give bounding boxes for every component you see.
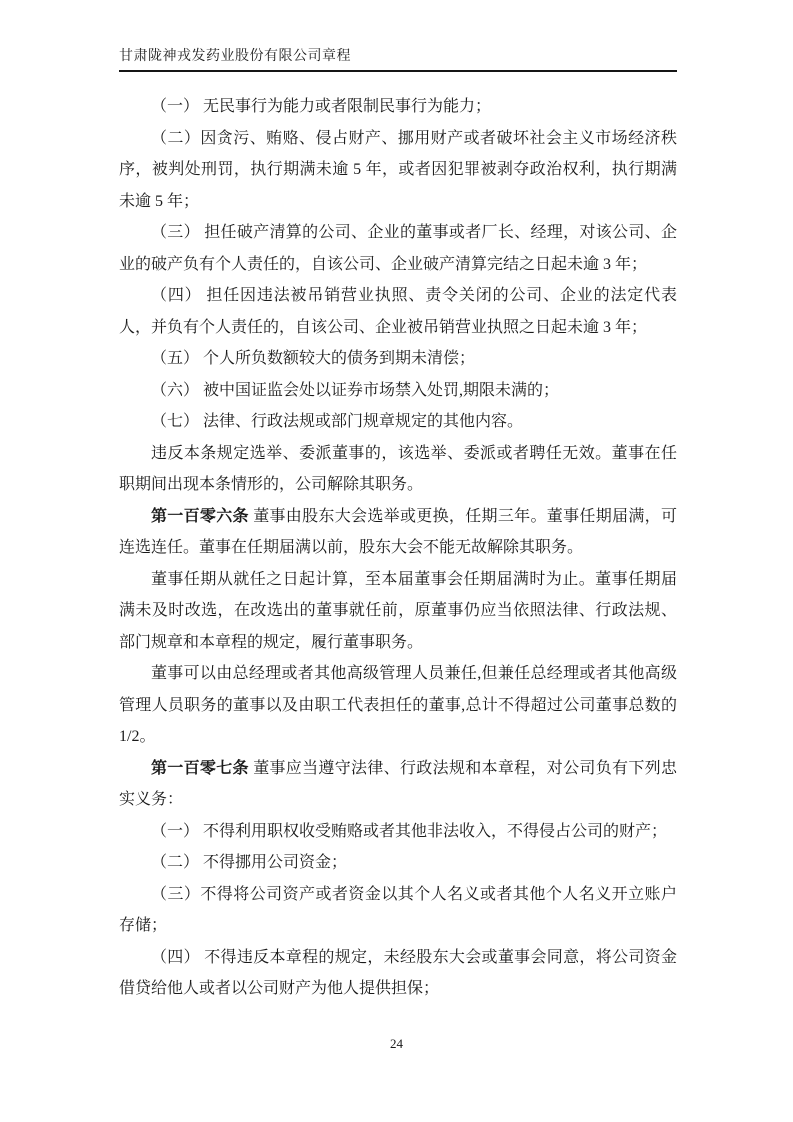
- page-footer: [0, 1036, 793, 1052]
- clause-text: （四） 不得违反本章程的规定，未经股东大会或董事会同意，将公司资金借贷给他人或者以公司财产为他人提供担保；: [119, 948, 677, 997]
- clause-item-6: [119, 375, 677, 407]
- paragraph-text: 董事可以由总经理或者其他高级管理人员兼任,但兼任总经理或者其他高级管理人员职务的董事以及由职工代表担任的董事,总计不得超过公司董事总数的1/2。: [119, 665, 677, 745]
- article-106-text: 董事由股东大会选举或更换，任期三年。董事任期届满，可连选连任。董事在任期届满以前，股东大会不能无故解除其职务。: [119, 507, 677, 556]
- clause-item-1: [119, 91, 677, 123]
- clause-item-2b: [119, 847, 677, 879]
- clause-item-3b: [119, 879, 677, 942]
- clause-text: （一） 不得利用职权收受贿赂或者其他非法收入，不得侵占公司的财产；: [151, 822, 668, 840]
- paragraph: [119, 658, 677, 753]
- clause-text: （二）因贪污、贿赂、侵占财产、挪用财产或者破坏社会主义市场经济秩序，被判处刑罚，执行期满未逾 5 年，或者因犯罪被剥夺政治权利，执行期满未逾 5 年；: [119, 129, 677, 210]
- clause-item-3: [119, 217, 677, 280]
- paragraph-text: 违反本条规定选举、委派董事的，该选举、委派或者聘任无效。董事在任职期间出现本条情形的，公司解除其职务。: [119, 444, 677, 493]
- paragraph-text: 董事任期从就任之日起计算，至本届董事会任期届满时为止。董事任期届满未及时改选，在改选出的董事就任前，原董事仍应当依照法律、行政法规、部门规章和本章程的规定，履行董事职务。: [119, 570, 677, 651]
- header-title: 甘肃陇神戎发药业股份有限公司章程: [119, 49, 351, 64]
- clause-text: （七） 法律、行政法规或部门规章规定的其他内容。: [151, 413, 524, 430]
- clause-text: （三）不得将公司资产或者资金以其个人名义或者其他个人名义开立账户存储；: [119, 885, 677, 934]
- clause-text: （五） 个人所负数额较大的债务到期未清偿；: [151, 350, 476, 367]
- clause-item-4: [119, 280, 677, 343]
- clause-item-4b: [119, 942, 677, 1005]
- paragraph: [119, 438, 677, 501]
- document-body: [119, 91, 677, 1005]
- page-number: 24: [390, 1036, 403, 1051]
- clause-item-5: [119, 343, 677, 375]
- clause-text: （四） 担任因违法被吊销营业执照、责令关闭的公司、企业的法定代表人，并负有个人责任的，自该公司、企业被吊销营业执照之日起未逾 3 年；: [119, 287, 677, 336]
- clause-text: （一） 无民事行为能力或者限制民事行为能力；: [151, 98, 492, 115]
- article-106-number: 第一百零六条: [151, 507, 254, 525]
- page-header: [119, 48, 677, 72]
- paragraph: [119, 564, 677, 659]
- clause-text: （六） 被中国证监会处以证券市场禁入处罚,期限未满的；: [151, 381, 560, 399]
- clause-item-1b: [119, 816, 677, 848]
- article-107-number: 第一百零七条: [151, 759, 254, 777]
- clause-text: （三） 担任破产清算的公司、企业的董事或者厂长、经理，对该公司、企业的破产负有个人责任的，自该公司、企业破产清算完结之日起未逾 3 年；: [119, 224, 677, 273]
- article-107-paragraph: [119, 753, 677, 816]
- article-106-paragraph: [119, 501, 677, 564]
- clause-item-2: [119, 123, 677, 218]
- article-107-text: 董事应当遵守法律、行政法规和本章程，对公司负有下列忠实义务：: [119, 759, 677, 808]
- clause-text: （二） 不得挪用公司资金；: [151, 854, 348, 871]
- clause-item-7: [119, 406, 677, 438]
